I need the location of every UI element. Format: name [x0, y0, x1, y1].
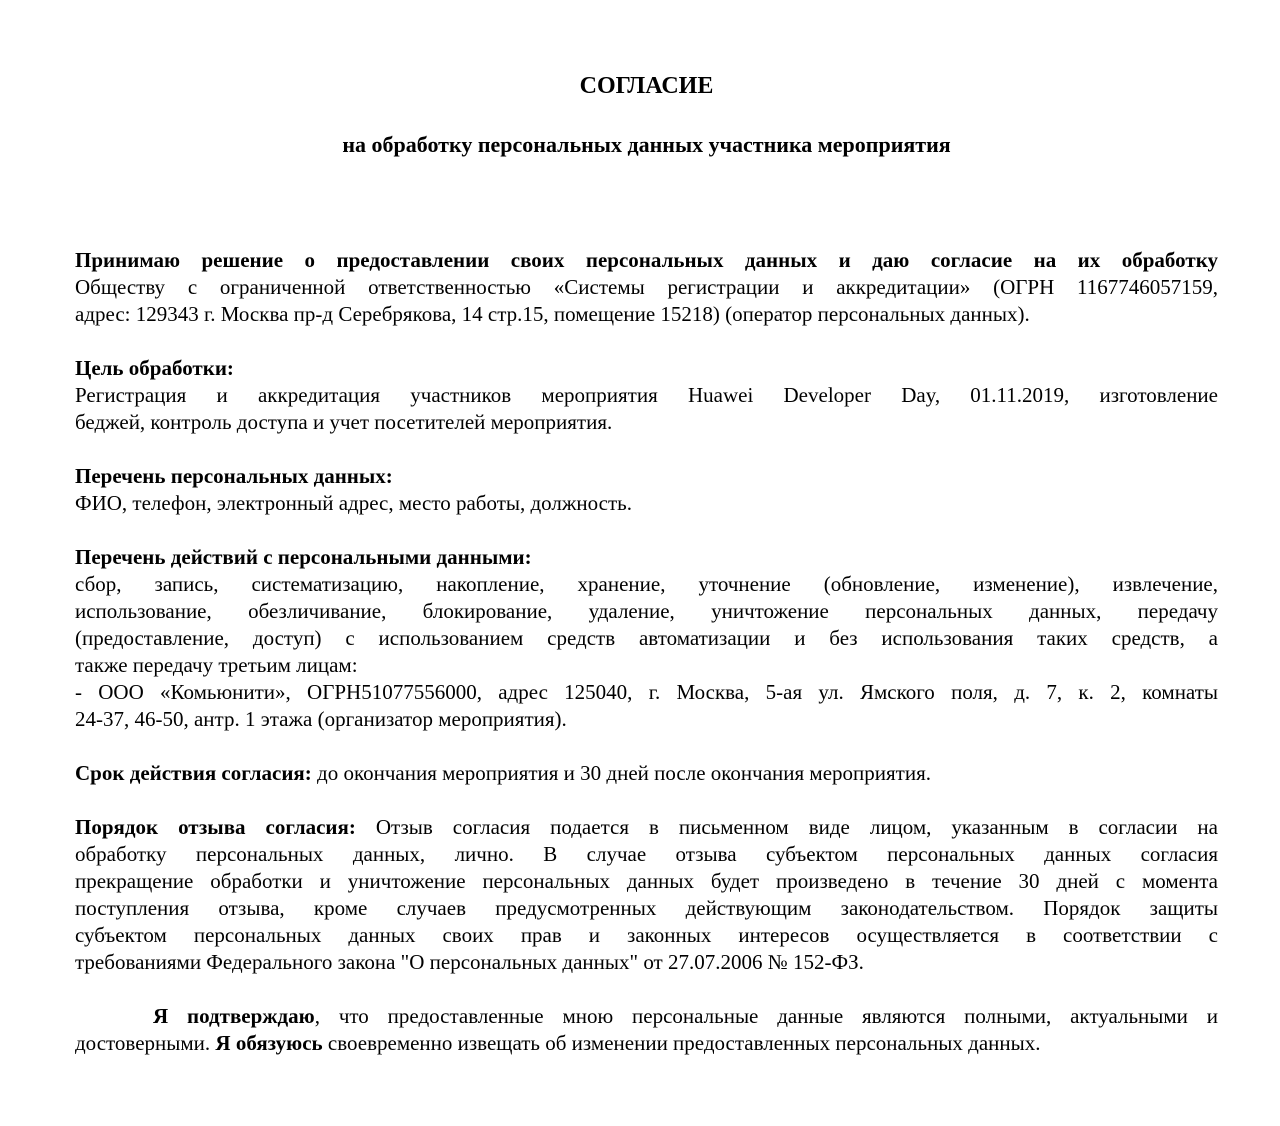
- confirmation-line: [75, 1030, 1218, 1057]
- revocation-line: субъектом персональных данных своих прав и законных интересов осуществляется в соответствии с: [75, 923, 1218, 947]
- commit-text: своевременно извещать об изменении предоставленных персональных данных.: [322, 1031, 1041, 1055]
- confirm-bold: Я подтверждаю: [153, 1004, 315, 1028]
- intro-line: адрес: 129343 г. Москва пр-д Серебрякова, 14 стр.15, помещение 15218) (оператор персональных данных).: [75, 302, 1030, 326]
- data-list-line: ФИО, телефон, электронный адрес, место работы, должность.: [75, 491, 632, 515]
- actions-line: использование, обезличивание, блокирование, удаление, уничтожение персональных данных, передачу: [75, 599, 1218, 623]
- term-line: [75, 760, 1218, 787]
- document-title: СОГЛАСИЕ: [579, 73, 714, 99]
- actions-line: (предоставление, доступ) с использованием средств автоматизации и без использования таких средств, а: [75, 626, 1218, 650]
- document-subtitle: на обработку персональных данных участника мероприятия: [342, 132, 951, 157]
- data-list-heading: Перечень персональных данных:: [75, 464, 393, 488]
- revocation-line: требованиями Федерального закона "О персональных данных" от 27.07.2006 № 152-ФЗ.: [75, 950, 864, 974]
- data-list-section: [75, 463, 1218, 517]
- term-heading: Срок действия согласия:: [75, 761, 312, 785]
- revocation-line: поступления отзыва, кроме случаев предусмотренных действующим законодательством. Порядок защиты: [75, 896, 1218, 920]
- purpose-line: беджей, контроль доступа и учет посетителей мероприятия.: [75, 410, 613, 434]
- revocation-line: [75, 814, 1218, 841]
- commit-bold: Я обязуюсь: [215, 1031, 323, 1055]
- term-text: до окончания мероприятия и 30 дней после окончания мероприятия.: [311, 761, 931, 785]
- revocation-text: Отзыв согласия подается в письменном виде лицом, указанным в согласии на: [355, 815, 1218, 839]
- actions-section: [75, 544, 1218, 733]
- revocation-line: прекращение обработки и уничтожение персональных данных будет произведено в течение 30 дней с момента: [75, 869, 1218, 893]
- purpose-heading: Цель обработки:: [75, 356, 234, 380]
- actions-line: также передачу третьим лицам:: [75, 653, 358, 677]
- actions-line: - ООО «Комьюнити», ОГРН51077556000, адрес 125040, г. Москва, 5-ая ул. Ямского поля, д. 7, к. 2, комнаты: [75, 680, 1218, 704]
- revocation-section: [75, 814, 1218, 976]
- actions-line: 24-37, 46-50, антр. 1 этажа (организатор мероприятия).: [75, 707, 567, 731]
- revocation-line: обработку персональных данных, лично. В случае отзыва субъектом персональных данных согласия: [75, 842, 1218, 866]
- actions-heading: Перечень действий с персональными данными:: [75, 545, 532, 569]
- confirm-text: , что предоставленные мною персональные данные являются полными, актуальными и: [314, 1004, 1218, 1028]
- confirmation-line: [75, 1003, 1218, 1030]
- intro-line: Обществу с ограниченной ответственностью «Системы регистрации и аккредитации» (ОГРН 1167746057159,: [75, 275, 1218, 299]
- revocation-heading: Порядок отзыва согласия:: [75, 815, 356, 839]
- confirmation-section: [75, 1003, 1218, 1057]
- term-section: [75, 760, 1218, 787]
- intro-bold-lead: Принимаю решение о предоставлении своих персональных данных и даю согласие на их обработку: [75, 248, 1218, 272]
- purpose-line: Регистрация и аккредитация участников мероприятия Huawei Developer Day, 01.11.2019, изготовление: [75, 383, 1218, 407]
- document-page: [75, 70, 1218, 1057]
- confirm-text: достоверными.: [75, 1031, 216, 1055]
- purpose-section: [75, 355, 1218, 436]
- actions-line: сбор, запись, систематизацию, накопление, хранение, уточнение (обновление, изменение), извлечение,: [75, 572, 1218, 596]
- intro-section: [75, 247, 1218, 328]
